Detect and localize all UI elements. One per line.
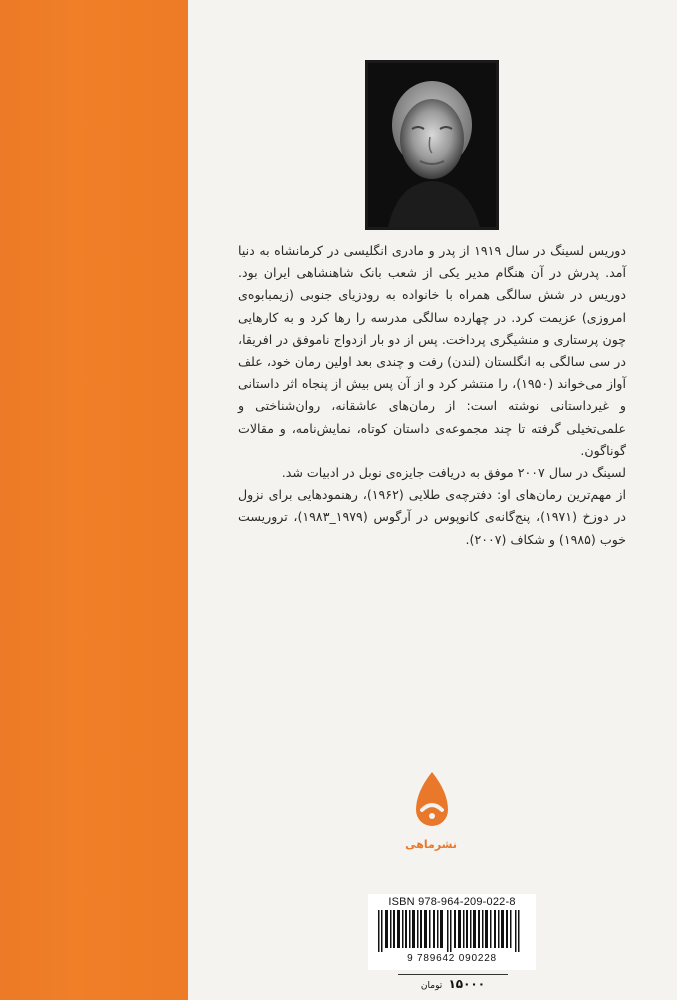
bio-paragraph-2: لسینگ در سال ۲۰۰۷ موفق به دریافت جایزه‌ی نوبل در ادبیات شد. <box>281 465 626 481</box>
bio-paragraph-3: از مهم‌ترین رمان‌های او: دفترچه‌ی طلایی (۱۹۶۲)، رهنمودهایی برای نزول در دوزخ (۱۹۷۱)، پنج‌گانه‌ی کانوپوس در آرگوس (۱۹۷۹_۱۹۸۳)، تروریست خوب (۱۹۸۵) و شکاف (۲۰۰۷). <box>238 487 626 547</box>
barcode-block <box>368 894 536 970</box>
portrait-photo <box>368 63 496 227</box>
price-amount: ۱۵۰۰۰ <box>448 977 486 991</box>
price-currency: تومان <box>420 981 443 991</box>
barcode-bars <box>374 910 530 952</box>
isbn-number: ISBN 978-964-209-022-8 <box>388 896 516 908</box>
author-portrait-photo <box>365 60 499 230</box>
bio-paragraph-1: دوریس لسینگ در سال ۱۹۱۹ از پدر و مادری انگلیسی در کرمانشاه به دنیا آمد. پدرش در آن هنگام مدیر یکی از شعب بانک شاهنشاهی ایران بود. دوریس در شش سالگی همراه با خانواده به رودزیای جنوبی (زیمبابوه‌ی امروزی) عزیمت کرد. در چهارده سالگی مدرسه را رها کرد و به کارهایی چون پرستاری و منشیگری پرداخت. پس از دو بار ازدواج ناموفق در افریقا، در سی سالگی به انگلستان (لندن) رفت و چندی بعد اولین رمان خود، علف آواز می‌خواند (۱۹۵۰)، را منتشر کرد و از آن پس بیش از پنجاه اثر داستانی و غیرداستانی نوشته است: از رمان‌های عاشقانه، روان‌شناختی و علمی‌تخیلی گرفته تا چند مجموعه‌ی داستان کوتاه، نمایش‌نامه، و مقالات گوناگون. <box>238 243 627 458</box>
publisher-logo-icon <box>412 770 452 832</box>
price-label <box>398 974 508 991</box>
publisher-logo <box>407 770 457 860</box>
barcode-digits: 9 789642 090228 <box>407 953 497 964</box>
author-biography <box>238 240 626 551</box>
orange-spine <box>0 0 188 1000</box>
publisher-name: نشرماهی <box>405 838 457 851</box>
